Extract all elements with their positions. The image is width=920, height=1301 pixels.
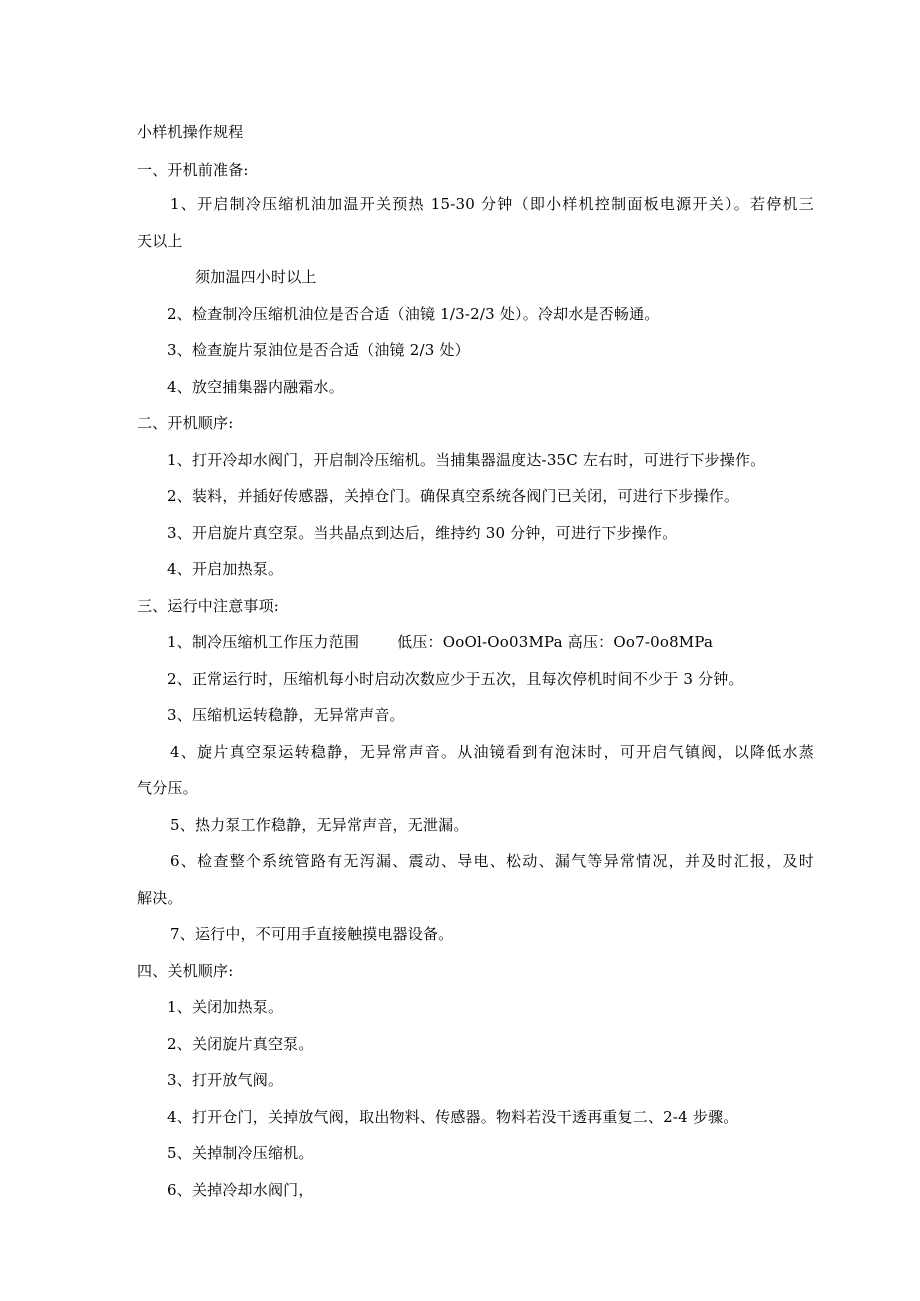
paragraph: 3、开启旋片真空泵。当共晶点到达后，维持约 30 分钟，可进行下步操作。 — [167, 524, 678, 542]
paragraph-continuation: 解决。 — [137, 889, 183, 907]
pressure-values: 低压：OoOl-Oo03MPa 高压：Oo7-0o8MPa — [397, 633, 714, 651]
paragraph: 3、检查旋片泵油位是否合适（油镜 2/3 处） — [167, 341, 470, 359]
paragraph — [167, 633, 713, 651]
paragraph: 5、热力泵工作稳静，无异常声音，无泄漏。 — [170, 816, 469, 834]
paragraph: 3、压缩机运转稳静，无异常声音。 — [167, 706, 405, 724]
pressure-label: 1、制冷压缩机工作压力范围 — [167, 633, 360, 651]
paragraph-continuation: 天以上 — [137, 232, 183, 250]
paragraph: 1、关闭加热泵。 — [167, 998, 284, 1016]
paragraph: 3、打开放气阀。 — [167, 1071, 284, 1089]
section-heading: 二、开机顺序: — [137, 414, 234, 432]
section-heading: 四、关机顺序: — [137, 962, 234, 980]
section-heading: 一、开机前准备: — [137, 161, 249, 179]
page-title: 小样机操作规程 — [137, 123, 244, 141]
paragraph: 7、运行中，不可用手直接触摸电器设备。 — [170, 925, 454, 943]
section-heading: 三、运行中注意事项: — [137, 597, 280, 615]
paragraph: 2、装料，并插好传感器，关掉仓门。确保真空系统各阀门已关闭，可进行下步操作。 — [167, 487, 740, 505]
paragraph: 2、检查制冷压缩机油位是否合适（油镜 1/3-2/3 处）。冷却水是否畅通。 — [167, 305, 660, 323]
paragraph: 4、打开仓门，关掉放气阀，取出物料、传感器。物料若没干透再重复二、2-4 步骤。 — [167, 1108, 739, 1126]
paragraph: 2、正常运行时，压缩机每小时启动次数应少于五次，且每次停机时间不少于 3 分钟。 — [167, 670, 744, 688]
paragraph-continuation: 须加温四小时以上 — [195, 268, 317, 286]
paragraph: 6、关掉冷却水阀门， — [167, 1181, 314, 1199]
paragraph: 1、打开冷却水阀门，开启制冷压缩机。当捕集器温度达-35C 左右时，可进行下步操作。 — [167, 451, 766, 469]
paragraph: 1、开启制冷压缩机油加温开关预热 15-30 分钟（即小样机控制面板电源开关）。若停机三 — [170, 195, 814, 213]
paragraph: 4、旋片真空泵运转稳静，无异常声音。从油镜看到有泡沫时，可开启气镇阀，以降低水蒸 — [170, 743, 814, 761]
paragraph: 4、放空捕集器内融霜水。 — [167, 378, 344, 396]
paragraph: 5、关掉制冷压缩机。 — [167, 1144, 314, 1162]
paragraph: 4、开启加热泵。 — [167, 560, 284, 578]
paragraph: 6、检查整个系统管路有无泻漏、震动、导电、松动、漏气等异常情况，并及时汇报，及时 — [170, 852, 814, 870]
paragraph-continuation: 气分压。 — [137, 779, 198, 797]
paragraph: 2、关闭旋片真空泵。 — [167, 1035, 314, 1053]
